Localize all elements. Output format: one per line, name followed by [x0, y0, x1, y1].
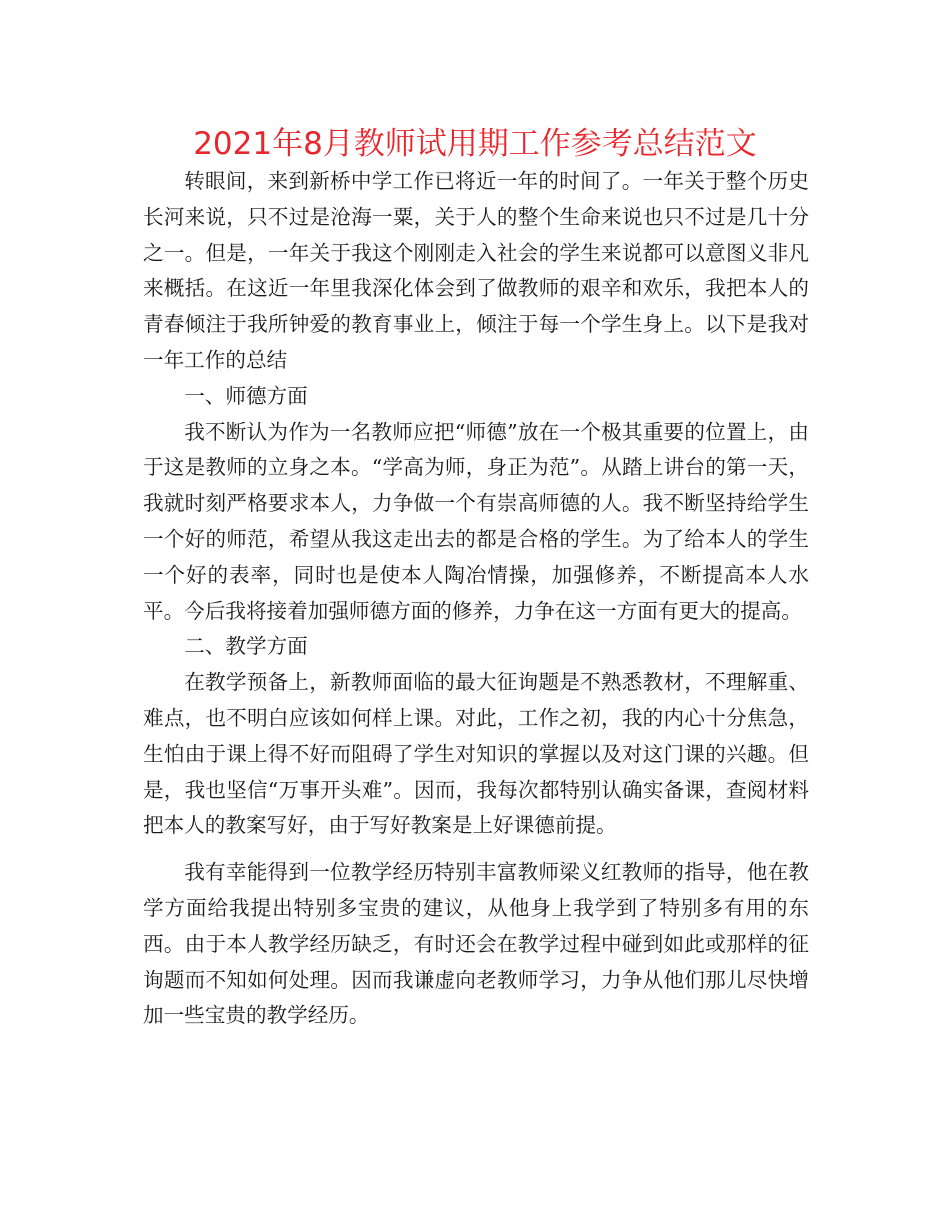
- document-title: 2021年8月教师试用期工作参考总结范文: [193, 126, 757, 162]
- document-body: [143, 164, 809, 1034]
- section-heading-ethics: 一、师德方面: [184, 383, 308, 408]
- paragraph-intro: 转眼间，来到新桥中学工作已将近一年的时间了。一年关于整个历史长河来说，只不过是沧海一粟，关于人的整个生命来说也只不过是几十分之一。但是，一年关于我这个刚刚走入社会的学生来说都可以意图义非凡来概括。在这近一年里我深化体会到了做教师的艰辛和欢乐，我把本人的青春倾注于我所钟爱的教育事业上，倾注于每一个学生身上。以下是我对一年工作的总结: [143, 169, 809, 372]
- paragraph-teaching-prep: 在教学预备上，新教师面临的最大征询题是不熟悉教材，不理解重、难点，也不明白应该如何样上课。对此，工作之初，我的内心十分焦急，生怕由于课上得不好而阻碍了学生对知识的掌握以及对这门课的兴趣。但是，我也坚信“万事开头难”。因而，我每次都特别认确实备课，查阅材料把本人的教案写好，由于写好教案是上好课德前提。: [143, 670, 809, 838]
- paragraph-ethics: 我不断认为作为一名教师应把“师德”放在一个极其重要的位置上，由于这是教师的立身之本。“学高为师，身正为范”。从踏上讲台的第一天，我就时刻严格要求本人，力争做一个有崇高师德的人。我不断坚持给学生一个好的师范，希望从我这走出去的都是合格的学生。为了给本人的学生一个好的表率，同时也是使本人陶冶情操，加强修养，不断提高本人水平。今后我将接着加强师德方面的修养，力争在这一方面有更大的提高。: [143, 419, 809, 623]
- section-heading-teaching: 二、教学方面: [184, 634, 308, 659]
- paragraph-mentor: 我有幸能得到一位教学经历特别丰富教师梁义红教师的指导，他在教学方面给我提出特别多宝贵的建议，从他身上我学到了特别多有用的东西。由于本人教学经历缺乏，有时还会在教学过程中碰到如此或那样的征询题而不知如何处理。因而我谦虚向老教师学习，力争从他们那儿尽快增加一些宝贵的教学经历。: [143, 860, 809, 1028]
